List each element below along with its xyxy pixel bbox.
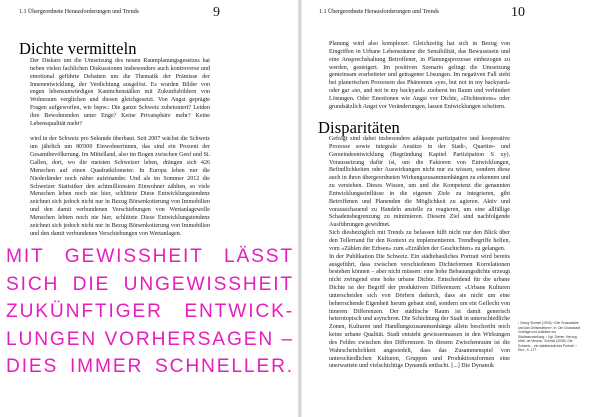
body-text-column	[329, 136, 510, 371]
pullquote-line: SICH DIE UNGEWISSHEIT	[6, 273, 294, 295]
intro-text-column	[329, 41, 510, 112]
section-title: Disparitäten	[318, 118, 400, 137]
body-text-column	[30, 58, 210, 238]
paragraph: Planung wird also komplexer. Gleichzeitig hat sich in Bezug von Eingriffen in Urbane Lebensräume die Sensibilität, das Bewusstsein und eine Ansprechshaltung Betroffener, in Planungsprozesse einbezogen zu werden, gesteigert. Im positiven Szenario gelingt die Umsetzung gemeinsam erarbeiteter und getragener Lösungen. Im negativen Fall steht bei planerischen Prozessen das Phänomen «yes, but not in my backyard» oder gar «no, and not in my backyard» zuoberst im Raum und verhindert Lösungen. Oder Emotionen wie Angst vor Dichte, «Dichtestress» oder grundsätzlich Angst vor Veränderungen, lassen Entwicklungen scheitern.	[329, 41, 510, 110]
right-page	[302, 0, 600, 417]
running-head: 1.1 Übergeordnete Herausforderungen und Trends	[319, 8, 439, 15]
section-title: Dichte vermitteln	[19, 39, 137, 58]
running-head: 1.1 Übergeordnete Herausforderungen und Trends	[19, 8, 139, 15]
pullquote	[6, 243, 294, 381]
paragraph: wird in der Schweiz pro Sekunde überbaut. Seit 2007 wächst die Schweiz um jährlich um 80'000 Einwohnerinnen, das sind ein Prozent der Gesamtbevölkerung. Im Mittelland, also im Bogen zwischen Genf und St. Gallen, dort, wo die meisten Schweizer leben, drängen sich 426 Menschen auf einen Quadratkilometer. In Europa leben nur die Niederländer noch näher aufeinander. Und als im Sommer 2012 die Schweizer Statistiker den achtmillionsten Einwohner zählten, so viele Menschen leben noch nie hier, schlittete Diese Entwicklungstendenz zeichnet sich jedoch nicht nur in Bezug Börsenkotierung von Immobilien und den damit verbundenen Verschiebungen von Wertanlagewelle Menschen lebten noch nie hier, schlittete Diese Entwicklungstendenz zeichnet sich jedoch nicht nur in Bezug Börsenkotierung von Immobilien und den damit verbundenen Verschiebungen von Wertanlagen.	[30, 136, 210, 237]
paragraph: Gefragt sind dabei insbesondere adäquate partizipative und kooperative Prozesse sowie integrale Ansätze in der Stadt-, Quartier- und Gemeindeentwicklung (Begründung Kapitel Partizipation S xy). Voraussetzung dafür ist, um die Faktoren von Entwicklungen, Befindlichkeiten oder Auswirkungen nicht nur zu wissen, sondern diese auch in ihren übergeordneten Wirkungszusammenhängen zu erkennen und zu verstehen. Dieses Wissen, um und die Kompetenz die genannten Entwicklungseinflüsse in die eigenen Ziele zu integrieren, gibt Betroffenen und Planenden die Möglichkeit zu agieren. Aktiv und vorausschauend zu Handeln anstelle zu reagieren, um eine allfällige Schadensbegrenzung zu minimieren. Diesem Ziel sind nachfolgende Ausführungen gewidmet.	[329, 136, 510, 229]
pullquote-line: ZUKÜNFTIGER ENTWICK-	[6, 301, 294, 323]
pullquote-line: LUNGEN VORHERSAGEN –	[6, 328, 294, 350]
paragraph: Der Diskurs um die Umsetzung des neuen Raumplanungsgesetzes hat neben vielen fachlichen Diskussionen insbesondere auch kontroverse und emotional geführte Debatten um die Thematik der Prämisse der Innenentwicklung, der Verdichtung ausgelöst. Es wurden Bilder von engen lebensunwürdigen Kaninchenställen mit Zukunftsbildern von Wohnraum verglichen und diesen gleichgesetzt. Von Angst geprägte Fragen aufgeworfen, wie bspw.: Die ganze Schweiz zubetoniert? Leiden ihre Bewohnenden unter Enge? Keine Privatsphäre mehr? Keine Lebensqualität mehr?	[30, 58, 210, 127]
paragraph: Sich diesbezüglich mit Trends zu befassen hilft nicht nur den Blick über den Tellerrand für den Kontext zu implementieren. Trendbegriffe helfen, vom «Zählen der Erbsen» zum «Erzählen der Geschichten» zu gelangen.	[329, 230, 510, 252]
paragraph: In der Publikation Die Schweiz. Ein städtebauliches Portrait wird bereits ausgeführt, dass zwischen verschiedenen Dichteformen Korrelationen bestehen können – aber nicht müssen: eine hohe Bebauungsdichte erzeugt nicht zwingend eine hohe urbane Dichte. Entscheidend für die urbane Dichte ist der Begriff der produktiven Differenzen: «Urbane Kulturen unterscheiden sich von Dörfern dadurch, dass sie nicht um eine beherrschende Eigenheit herum gebaut sind, sondern um ein Geflecht von inneren Differenzen. Der städtische Raum ist damit generisch heterotopisch und asynchron. Die Schichtung der Stadt in unterschiedliche Zonen, Kulturen und Handlungszusammenhänge allein beschreibt noch keine urbane Qualität. Stadt entsteht gewissermassen in den Wirkungen des Feldes zwischen den Differenzen. In diesem Zwischenraum ist die Wahrscheinlichkeit angesiedelt, dass das Zusammenspiel von unterschiedlichen Kulturen, Gruppen und Produktionsformen eine unerwartete und vielschichtige Dynamik entfacht. [...] Die Dynamik	[329, 253, 510, 370]
sidenote: ¹ Georg Simmel (1903): «Die Grossstädte und das Geistesleben». In: Die Grossstadt. Vorträge und Aufsätze zur Städteausstellung. ² Vgl. Diener, Herzog, Meili, de Meuron, Schmid (2006): Die Schweiz – ein städtebauliches Portrait. ³ Ebd., S. 177.	[518, 321, 581, 352]
left-page	[0, 0, 298, 417]
page-number: 10	[511, 5, 525, 20]
pullquote-line: MIT GEWISSHEIT LÄSST	[6, 246, 294, 267]
pullquote-line: DIES IMMER SCHNELLER.	[6, 356, 294, 378]
page-number: 9	[213, 5, 220, 20]
